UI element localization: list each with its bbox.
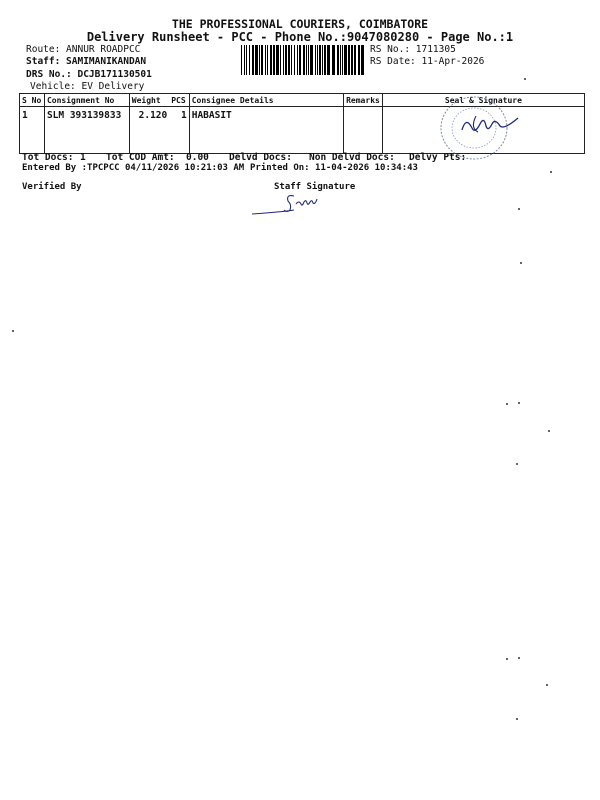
barcode-bar [327,45,330,75]
barcode-bar [297,45,298,75]
barcode-bar [306,45,307,75]
barcode-bar [285,45,287,75]
barcode-bar [351,45,353,75]
scan-speck [518,402,520,404]
barcode-bar [294,45,295,75]
company-title: THE PROFESSIONAL COURIERS, COIMBATORE [171,17,429,31]
staff-signature-label: Staff Signature [274,182,356,192]
barcode-bar [288,45,290,75]
scan-speck [518,208,520,210]
staff-info: Staff: SAMIMANIKANDAN [26,56,147,67]
rs-number: RS No.: 1711305 [370,44,456,55]
barcode-bar [342,45,343,75]
col-seal: Seal & Signature [382,94,584,107]
barcode-bar [348,45,350,75]
cell-weight: 2.120 [129,107,169,154]
col-consignment: Consignment No [44,94,129,107]
scan-speck [548,430,550,432]
rs-date: RS Date: 11-Apr-2026 [370,56,485,67]
cod-amount-value: 0.00 [186,152,209,163]
barcode-bar [241,45,242,75]
non-delivered-docs-label: Non Delvd Docs: [309,152,395,163]
barcode-bar [332,45,335,75]
barcode-bar [324,45,326,75]
col-weight: Weight [129,94,169,107]
printed-on: Printed On: 11-04-2026 10:34:43 [250,163,418,173]
entered-by: Entered By :TPCPCC 04/11/2026 10:21:03 AM [22,163,245,173]
scan-speck [550,171,552,173]
scan-speck [506,403,508,405]
col-remarks: Remarks [344,94,383,107]
barcode-bar [337,45,339,75]
barcode-bar [317,45,318,75]
verified-by-label: Verified By [22,182,82,192]
total-docs-label: Tot Docs: [22,152,74,163]
cell-consignment: SLM 393139833 [44,107,129,154]
drs-number: DRS No.: DCJB171130501 [26,69,152,80]
barcode-bar [344,45,347,75]
barcode-bar [340,45,341,75]
cell-pcs: 1 [169,107,189,154]
barcode-bar [261,45,263,75]
barcode-bar [270,45,272,75]
scan-speck [524,78,526,80]
barcode-bar [276,45,279,75]
cod-amount-label: Tot COD Amt: [106,152,175,163]
delivered-docs-label: Delvd Docs: [229,152,292,163]
barcode-bar [354,45,356,75]
barcode-bar [310,45,313,75]
barcode-bar [246,45,247,75]
barcode-bar [249,45,250,75]
col-pcs: PCS [169,94,189,107]
barcode-bar [283,45,284,75]
staff-signature-image [250,190,330,218]
barcode-bar [255,45,258,75]
barcode-bar [267,45,268,75]
barcode-bar [244,45,245,75]
col-consignee: Consignee Details [189,94,343,107]
scan-speck [12,330,14,332]
barcode-bar [322,45,323,75]
scan-speck [518,657,520,659]
cell-remarks [344,107,383,154]
barcode-bar [319,45,321,75]
barcode-bar [259,45,260,75]
barcode-image [241,45,365,75]
barcode-bar [315,45,316,75]
col-sno: S No [20,94,45,107]
barcode-bar [361,45,364,75]
runsheet-subtitle: Delivery Runsheet - PCC - Phone No.:9047080280 - Page No.:1 [86,30,514,44]
cell-consignee: HABASIT [189,107,343,154]
scan-speck [516,463,518,465]
vehicle-info: Vehicle: EV Delivery [30,81,145,92]
total-docs-value: 1 [80,152,86,163]
route-info: Route: ANNUR ROADPCC [26,44,141,55]
scan-speck [520,262,522,264]
barcode-bar [291,45,292,75]
barcode-bar [358,45,360,75]
barcode-bar [280,45,281,75]
scan-speck [516,718,518,720]
delivery-points-label: Delvy Pts: [409,152,467,163]
barcode-bar [252,45,254,75]
barcode-bar [303,45,305,75]
scan-speck [546,684,548,686]
barcode-bar [308,45,309,75]
scan-speck [506,658,508,660]
cell-sno: 1 [20,107,45,154]
barcode-bar [299,45,301,75]
barcode-bar [273,45,275,75]
barcode-bar [265,45,266,75]
